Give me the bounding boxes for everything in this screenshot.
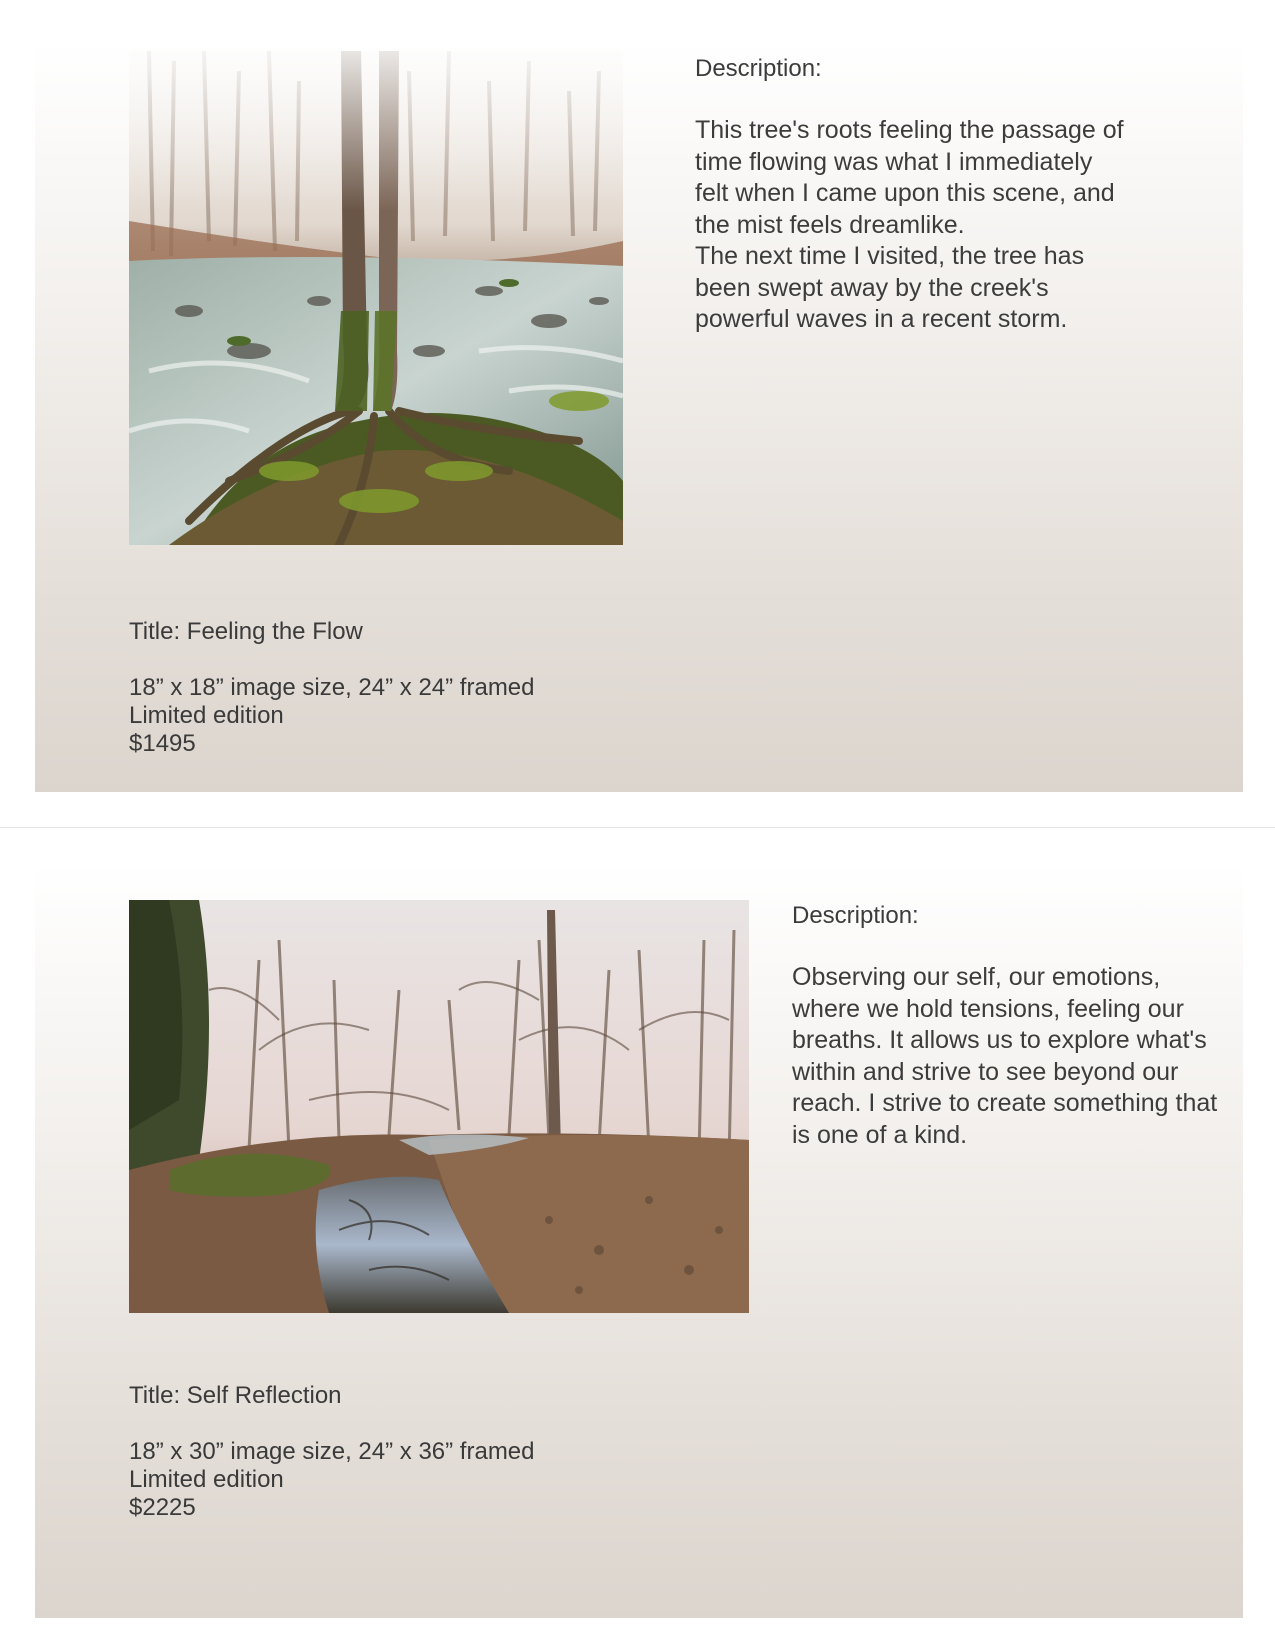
artwork-price: $2225 (129, 1494, 196, 1521)
artwork-card-feeling-the-flow (35, 43, 1243, 792)
artwork-price: $1495 (129, 730, 196, 757)
description-body (695, 115, 1125, 336)
artwork-description (792, 900, 1222, 1151)
artwork-title: Title: Self Reflection (129, 1382, 342, 1409)
tree-roots-creek-image (129, 51, 623, 545)
description-heading: Description: (792, 902, 919, 929)
artwork-card-self-reflection (35, 864, 1243, 1618)
artwork-size: 18” x 30” image size, 24” x 36” framed (129, 1438, 535, 1465)
artwork-edition: Limited edition (129, 1466, 284, 1493)
artwork-title: Title: Feeling the Flow (129, 618, 363, 645)
artwork-photo-forest-creek-reflection (129, 900, 749, 1313)
artwork-description (695, 53, 1125, 336)
description-body (792, 962, 1222, 1151)
section-divider (0, 827, 1275, 828)
artwork-photo-tree-roots-creek (129, 51, 623, 545)
description-paragraph: The next time I visited, the tree has been swept away by the creek's powerful waves in a recent storm. (695, 242, 1085, 333)
artwork-details (129, 1381, 535, 1522)
forest-creek-reflection-image (129, 900, 749, 1313)
description-heading: Description: (695, 55, 822, 82)
artwork-edition: Limited edition (129, 702, 284, 729)
description-paragraph: Observing our self, our emotions, where we hold tensions, feeling our breaths. It allows us to explore what's within and strive to see beyond our reach. I strive to create something that is one of a kind. (792, 963, 1218, 1149)
description-paragraph: This tree's roots feeling the passage of time flowing was what I immediately felt when I came upon this scene, and the mist feels dreamlike. (695, 116, 1124, 239)
artwork-size: 18” x 18” image size, 24” x 24” framed (129, 674, 535, 701)
artwork-details (129, 617, 535, 758)
